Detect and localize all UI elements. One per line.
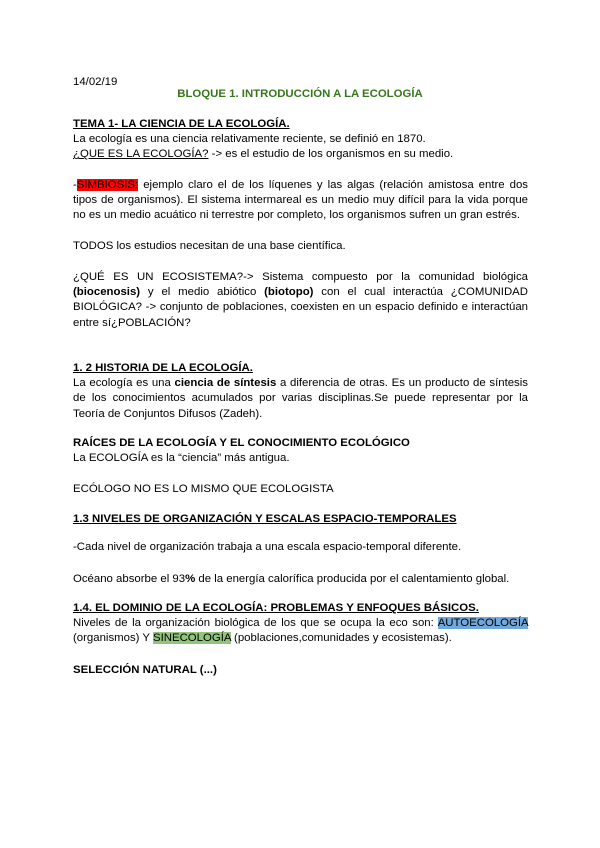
section-raices [73,436,528,466]
seleccion-natural: SELECCIÓN NATURAL (...) [73,664,217,676]
autoecologia: AUTOECOLOGÍA [437,617,528,630]
simbiosis-text: ejemplo claro el de los líquenes y las algas (relación amistosa entre dos tipos de organismos). El sistema intermareal es un medio muy difícil para la vida porque no es un medio acuático ni terrestre por completo, los organismos sufren un gran estrés. [73,179,528,222]
simbiosis-prefix: - [73,179,77,191]
raices-heading: RAÍCES DE LA ECOLOGÍA Y EL CONOCIMIENTO ECOLÓGICO [73,437,410,449]
oceano-line [73,572,528,587]
niveles-heading: 1.3 NIVELES DE ORGANIZACIÓN Y ESCALAS ESPACIO-TEMPORALES [73,513,457,525]
tema1-answer: -> es el estudio de los organismos en su medio. [208,148,454,161]
dominio-text3: (poblaciones,comunidades y ecosistemas). [230,632,452,645]
tema1-line1: La ecología es una ciencia relativamente reciente, se definió en 1870. [73,133,426,146]
dominio-text1: Niveles de la organización biológica de los que se ocupa la eco son: [73,617,438,630]
section-simbiosis [73,178,528,224]
historia-heading: 1. 2 HISTORIA DE LA ECOLOGÍA. [73,362,253,374]
biocenosis: (biocenosis) [73,286,141,299]
ecosistema-question: ¿QUÉ ES UN ECOSISTEMA?-> Sistema compuesto por la comunidad biológica [73,271,528,283]
section-dominio [73,601,528,647]
raices-text: La ECOLOGÍA es la “ciencia” más antigua. [73,452,290,465]
tema1-question-line [73,147,528,162]
sinecologia: SINECOLOGÍA [152,632,231,645]
ecologo-line: ECÓLOGO NO ES LO MISMO QUE ECOLOGISTA [73,483,334,495]
historia-text1: La ecología es una [73,377,175,390]
ecosistema-mid: y el medio abiótico [140,286,265,299]
todos-line: TODOS los estudios necesitan de una base científica. [73,240,346,252]
simbiosis-term: SIMBIOSIS: [76,179,139,191]
biotopo: (biotopo) [264,286,314,299]
dominio-text2: (organismos) Y [73,632,153,645]
section-niveles [73,512,528,555]
page-title: BLOQUE 1. INTRODUCCIÓN A LA ECOLOGÍA [177,88,423,100]
historia-bold: ciencia de síntesis [174,377,277,390]
oceano-text2: de la energía calorífica producida por el calentamiento global. [195,573,510,585]
tema1-heading: TEMA 1- LA CIENCIA DE LA ECOLOGÍA. [73,118,290,130]
section-tema1 [73,117,528,163]
date: 14/02/19 [73,76,118,88]
niveles-text: -Cada nivel de organización trabaja a una escala espacio-temporal diferente. [73,541,462,554]
tema1-question: ¿QUE ES LA ECOLOGÍA? [73,148,209,161]
dominio-heading: 1.4. EL DOMINIO DE LA ECOLOGÍA: PROBLEMAS Y ENFOQUES BÁSICOS. [73,602,479,614]
section-historia [73,361,528,422]
historia-text2: a diferencia de otras. Es un producto de síntesis de los conocimientos acumulados por varias disciplinas.Se puede representar por la Teoría de Conjuntos Difusos (Zadeh). [73,377,528,420]
section-ecosistema [73,270,528,331]
ecosistema-rest: con el cual interactúa ¿COMUNIDAD BIOLÓGICA? -> conjunto de poblaciones, coexisten en un espacio definido e interactúan entre sí¿POBLACIÓN? [73,286,528,329]
oceano-text1: Océano absorbe el 93 [73,573,186,585]
oceano-bold: % [185,573,196,585]
